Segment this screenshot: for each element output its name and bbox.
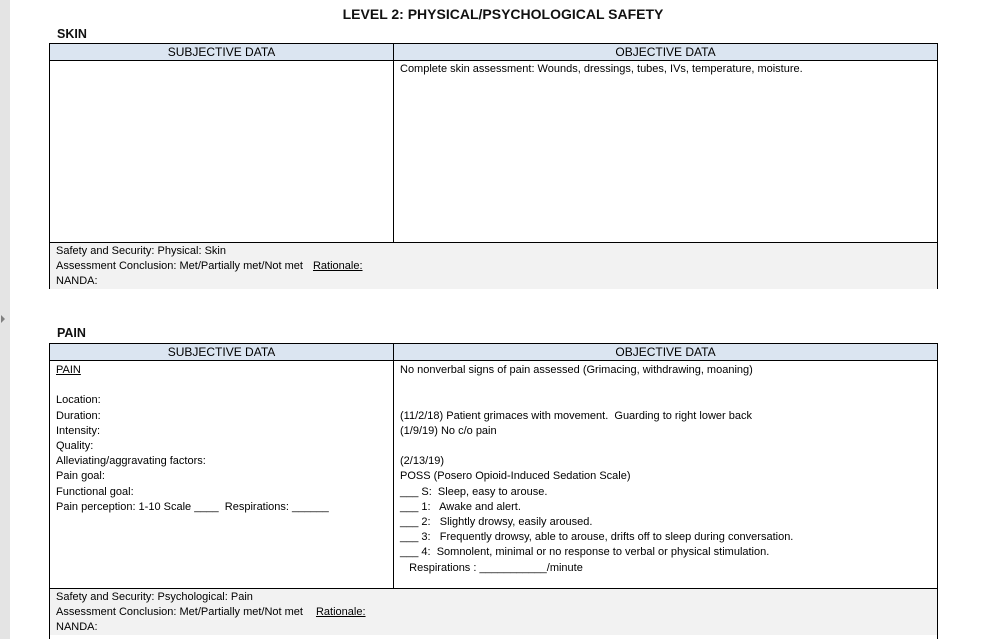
pain-objective-note-2: (1/9/19) No c/o pain <box>400 424 497 437</box>
pain-subjective-title: PAIN <box>56 364 81 376</box>
skin-conclusion: Assessment Conclusion: Met/Partially met/Not met <box>56 260 303 272</box>
pain-nanda: NANDA: <box>56 621 98 633</box>
poss-item-s: ___ S: Sleep, easy to arouse. <box>400 485 548 498</box>
skin-rationale: Rationale: <box>312 260 363 272</box>
pain-table <box>49 343 938 639</box>
pain-objective-nonverbal: No nonverbal signs of pain assessed (Grimacing, withdrawing, moaning) <box>400 364 753 376</box>
poss-item-4: ___ 4: Somnolent, minimal or no response to verbal or physical stimulation. <box>400 546 770 559</box>
skin-header-row <box>50 44 937 61</box>
pain-field-perception: Pain perception: 1-10 Scale ____ Respirations: ______ <box>56 500 329 513</box>
skin-subjective-cell[interactable] <box>50 61 394 242</box>
pain-field-intensity: Intensity: <box>56 424 101 437</box>
pain-footer[interactable] <box>50 589 937 635</box>
pain-footer-conclusion-line <box>56 605 937 620</box>
pain-field-factors: Alleviating/aggravating factors: <box>56 455 206 468</box>
pain-rationale: Rationale: <box>315 606 366 618</box>
pain-conclusion: Assessment Conclusion: Met/Partially met/Not met <box>56 606 303 618</box>
pain-footer-category: Safety and Security: Psychological: Pain <box>56 591 253 603</box>
pain-heading: PAIN <box>57 326 86 340</box>
pain-header-row <box>50 344 937 361</box>
pain-subjective-header: SUBJECTIVE DATA <box>50 344 394 360</box>
expand-arrow-icon[interactable] <box>1 315 5 323</box>
pain-body-row <box>50 361 937 589</box>
page-title: LEVEL 2: PHYSICAL/PSYCHOLOGICAL SAFETY <box>342 6 664 22</box>
skin-footer[interactable] <box>50 243 937 289</box>
skin-footer-category: Safety and Security: Physical: Skin <box>56 245 226 257</box>
skin-objective-text: Complete skin assessment: Wounds, dressings, tubes, IVs, temperature, moisture. <box>400 63 803 75</box>
pain-field-location: Location: <box>56 394 101 407</box>
poss-scale-title: POSS (Posero Opioid-Induced Sedation Scale) <box>400 470 631 483</box>
pain-field-pain-goal: Pain goal: <box>56 470 105 483</box>
pain-field-functional-goal: Functional goal: <box>56 485 134 498</box>
poss-item-2: ___ 2: Slightly drowsy, easily aroused. <box>400 515 593 528</box>
poss-item-3: ___ 3: Frequently drowsy, able to arouse, drifts off to sleep during conversation. <box>400 531 794 544</box>
skin-body-row <box>50 61 937 243</box>
pain-field-quality: Quality: <box>56 440 94 452</box>
pain-objective-note-1: (11/2/18) Patient grimaces with movement. Guarding to right lower back <box>400 409 752 422</box>
pain-field-duration: Duration: <box>56 409 101 422</box>
poss-respirations: Respirations : ___________/minute <box>400 561 583 574</box>
poss-item-1: ___ 1: Awake and alert. <box>400 500 521 513</box>
skin-nanda: NANDA: <box>56 275 98 287</box>
skin-subjective-header: SUBJECTIVE DATA <box>50 44 394 60</box>
pain-objective-cell[interactable] <box>394 361 937 588</box>
skin-objective-header: OBJECTIVE DATA <box>615 45 716 59</box>
skin-objective-cell[interactable] <box>394 61 937 242</box>
skin-heading: SKIN <box>57 27 87 41</box>
skin-table <box>49 43 938 289</box>
skin-footer-conclusion-line <box>56 259 937 274</box>
pain-subjective-cell[interactable] <box>50 361 394 588</box>
left-gutter <box>0 0 10 639</box>
pain-objective-date: (2/13/19) <box>400 455 445 468</box>
pain-objective-header: OBJECTIVE DATA <box>615 345 716 359</box>
